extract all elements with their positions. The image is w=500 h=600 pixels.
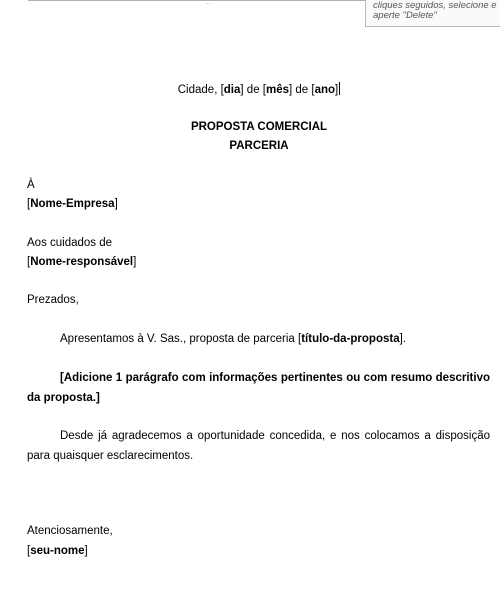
bracket-open: [ [27, 198, 31, 210]
intro-paragraph [60, 333, 406, 345]
comment-balloon[interactable] [365, 0, 500, 27]
bracket-close: ] [114, 198, 118, 210]
thanks-paragraph: Desde já agradecemos a oportunidade concedida, e nos colocamos a disposição para quaisquer esclarecimentos. [27, 430, 490, 462]
bracket-close: ] [84, 545, 88, 557]
date-prefix: Cidade, [ [177, 84, 224, 96]
document-subtitle: PARCERIA [229, 140, 289, 152]
date-separator: ] de [ [240, 84, 266, 96]
comment-line: aperte "Delete" [373, 10, 437, 21]
date-separator: ] de [ [289, 84, 315, 96]
responsible-name-field[interactable]: Nome-responsável [30, 256, 134, 268]
page-top-border [28, 0, 366, 1]
month-field[interactable]: mês [265, 84, 290, 96]
closing: Atenciosamente, [27, 525, 113, 537]
bracket-open: [ [27, 256, 31, 268]
top-text-fragment: .. [206, 0, 211, 6]
company-name-field[interactable]: Nome-Empresa [30, 198, 115, 210]
proposal-title-field[interactable]: título-da-proposta [301, 333, 400, 345]
day-field[interactable]: dia [223, 84, 241, 96]
intro-end: ]. [399, 333, 406, 345]
recipient-to: À [27, 179, 35, 191]
bracket-open: [ [27, 545, 31, 557]
attention-label: Aos cuidados de [27, 237, 113, 249]
date-suffix: ] [335, 84, 339, 96]
signature-line [27, 545, 88, 557]
attention-name-line [27, 256, 136, 268]
date-line[interactable] [0, 82, 500, 96]
greeting: Prezados, [27, 294, 79, 306]
recipient-company-line [27, 198, 118, 210]
bracket-close: ] [133, 256, 137, 268]
year-field[interactable]: ano [314, 84, 336, 96]
comment-line: cliques seguidos, selecione e [373, 0, 497, 11]
intro-text: Apresentamos à V. Sas., proposta de parceria [ [60, 333, 302, 345]
text-cursor [339, 82, 340, 95]
signature-name-field[interactable]: seu-nome [30, 545, 85, 557]
document-title: PROPOSTA COMERCIAL [190, 121, 328, 133]
placeholder-paragraph[interactable]: [Adicione 1 parágrafo com informações pertinentes ou com resumo descritivo da proposta.] [27, 372, 490, 404]
